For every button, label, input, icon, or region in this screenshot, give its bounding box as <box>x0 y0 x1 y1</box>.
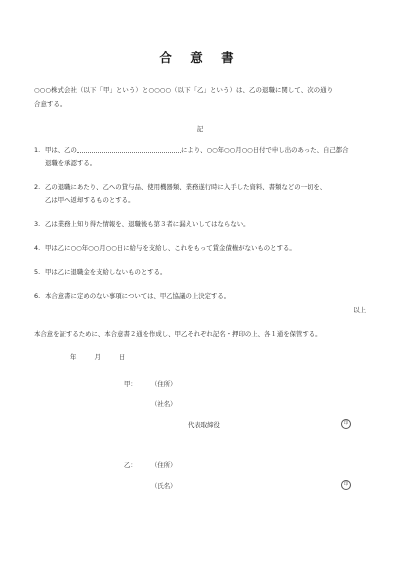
clause-1-text-b: により、○○年○○月○○日付で申し出のあった、自己都合 <box>180 146 349 154</box>
clause-number: 5. <box>34 268 41 276</box>
closing-paragraph: 本合意を証するために、本合意書２通を作成し、甲乙それぞれ記名・押印の上、各１通を保管する。 <box>34 330 322 338</box>
intro-paragraph <box>34 84 368 111</box>
clause-number: 3. <box>34 220 41 228</box>
clause-text <box>45 181 370 207</box>
date-year: 年 <box>70 353 77 361</box>
clause-number: 1. <box>34 146 41 154</box>
party-b-name-label: （氏名） <box>151 482 177 490</box>
intro-line-2: 合意する。 <box>34 99 67 108</box>
clause-number: 6. <box>34 292 41 300</box>
party-b-label: 乙： <box>124 461 137 469</box>
clause-2-text-line-2: 乙は甲へ返却するものとする。 <box>45 196 135 204</box>
intro-line-1: ○○○株式会社（以下「甲」という）と○○○○（以下「乙」という）は、乙の退職に関して、次の通り <box>34 86 334 94</box>
date-month: 月 <box>94 353 101 361</box>
party-a-company-label: （社名） <box>151 400 177 408</box>
reason-blank-field <box>77 145 181 153</box>
document-title: 合 意 書 <box>159 50 241 65</box>
clause-1-text-line-2: 退職を承認する。 <box>45 159 97 167</box>
ki-heading: 記 <box>196 125 204 133</box>
clause-text: 甲は乙に退職金を支給しないものとする。 <box>45 268 167 276</box>
ijo-end-mark: 以上 <box>353 306 366 314</box>
clause-2-text-line-1: 乙の退職にあたり、乙への貸与品、使用機器類、業務遂行時に入手した資料、書類などの一切を、 <box>45 183 327 191</box>
clause-text: 乙は業務上知り得た情報を、退職後も第３者に漏えいしてはならない。 <box>45 220 250 228</box>
clause-number: 2. <box>34 183 41 191</box>
party-b-seal-icon: 印 <box>341 480 351 490</box>
party-a-seal-icon: 印 <box>341 419 351 429</box>
clause-1-text-a: 甲は、乙の <box>45 146 77 154</box>
party-b-address-label: （住所） <box>151 461 177 469</box>
date-day: 日 <box>118 353 126 361</box>
party-a-address-label: （住所） <box>151 380 177 388</box>
party-a-label: 甲： <box>124 380 137 388</box>
party-a-representative-label: 代表取締役 <box>188 421 220 429</box>
clause-text <box>45 144 370 170</box>
clause-text: 甲は乙に○○年○○月○○日に給与を支給し、これをもって賃金債権がないものとする。 <box>45 244 296 252</box>
clause-text: 本合意書に定めのない事項については、甲乙協議の上決定する。 <box>45 292 231 300</box>
date-line <box>70 352 141 361</box>
clause-number: 4. <box>34 244 41 252</box>
